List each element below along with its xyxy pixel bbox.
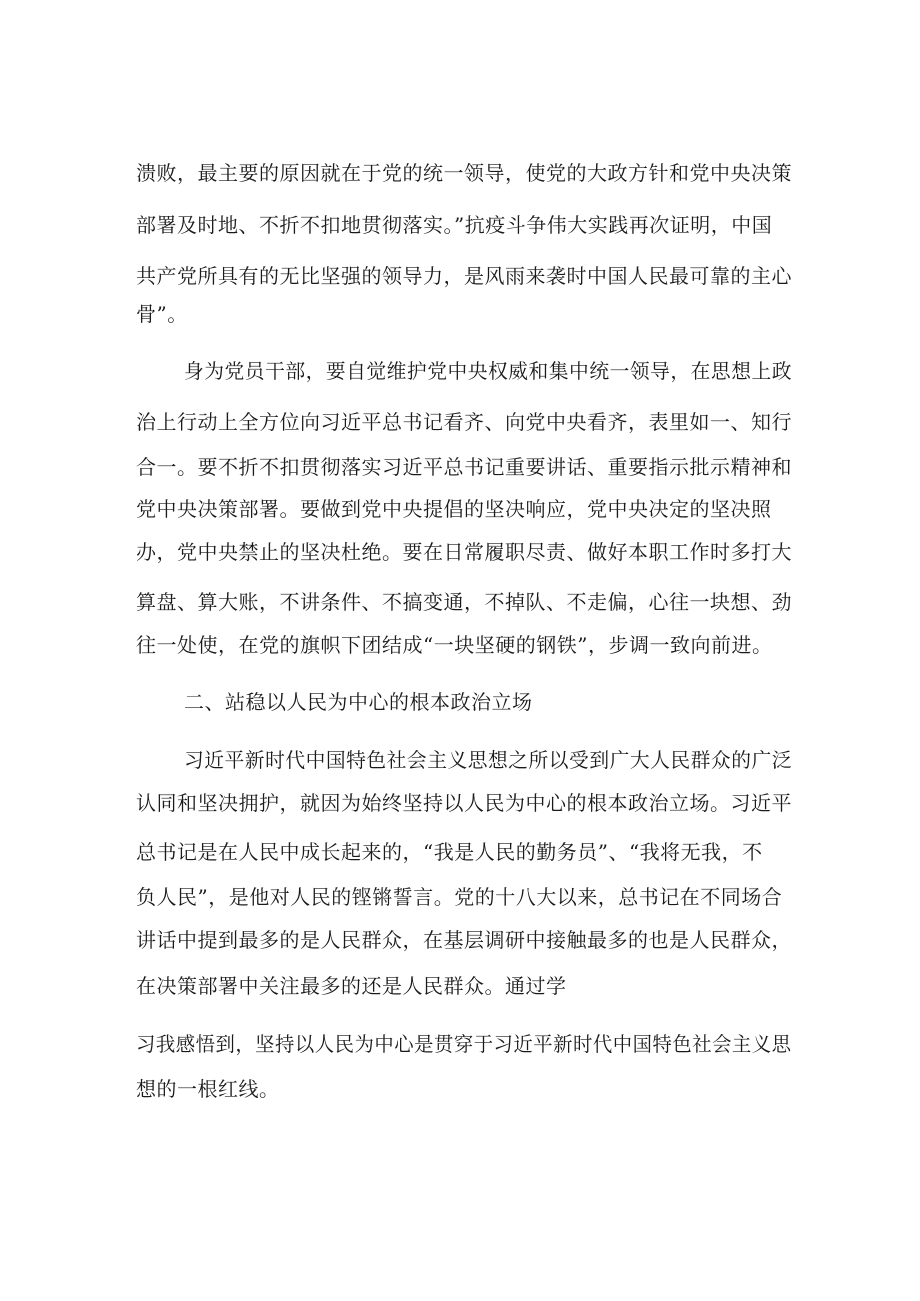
paragraph-line: 往一处使，在党的旗帜下团结成“一块坚硬的钢铁”，步调一致向前进。 bbox=[136, 633, 773, 657]
paragraph-line: 习我感悟到，坚持以人民为中心是贯穿于习近平新时代中国特色社会主义思 bbox=[136, 1032, 792, 1056]
paragraph-line: 合一。要不折不扣贯彻落实习近平总书记重要讲话、重要指示批示精神和 bbox=[136, 455, 792, 479]
paragraph-line: 认同和坚决拥护，就因为始终坚持以人民为中心的根本政治立场。习近平 bbox=[136, 791, 792, 815]
paragraph-line: 在决策部署中关注最多的还是人民群众。通过学 bbox=[136, 974, 567, 998]
paragraph-line: 共产党所具有的无比坚强的领导力，是风雨来袭时中国人民最可靠的主心 bbox=[136, 264, 792, 288]
paragraph-line: 想的一根红线。 bbox=[136, 1077, 280, 1101]
section-heading: 二、站稳以人民为中心的根本政治立场 bbox=[184, 690, 533, 714]
paragraph-line: 身为党员干部，要自觉维护党中央权威和集中统一领导，在思想上政 bbox=[184, 359, 792, 383]
paragraph-line: 党中央决策部署。要做到党中央提倡的坚决响应，党中央决定的坚决照 bbox=[136, 497, 772, 521]
paragraph-line: 习近平新时代中国特色社会主义思想之所以受到广大人民群众的广泛 bbox=[184, 748, 792, 772]
paragraph-line: 骨”。 bbox=[136, 302, 188, 326]
paragraph-line: 负人民”，是他对人民的铿锵誓言。党的十八大以来，总书记在不同场合 bbox=[136, 885, 783, 909]
paragraph-line: 溃败，最主要的原因就在于党的统一领导，使党的大政方针和党中央决策 bbox=[136, 161, 792, 185]
paragraph-line: 讲话中提到最多的是人民群众，在基层调研中接触最多的也是人民群众， bbox=[136, 928, 792, 952]
paragraph-line: 部署及时地、不折不扣地贯彻落实。”抗疫斗争伟大实践再次证明，中国 bbox=[136, 213, 773, 237]
paragraph-line: 治上行动上全方位向习近平总书记看齐、向党中央看齐，表里如一、知行 bbox=[136, 410, 792, 434]
paragraph-line: 算盘、算大账，不讲条件、不搞变通，不掉队、不走偏，心往一块想、劲 bbox=[136, 590, 792, 614]
paragraph-line: 总书记是在人民中成长起来的，“我是人民的勤务员”、“我将无我，不 bbox=[136, 840, 763, 864]
paragraph-line: 办，党中央禁止的坚决杜绝。要在日常履职尽责、做好本职工作时多打大 bbox=[136, 540, 792, 564]
